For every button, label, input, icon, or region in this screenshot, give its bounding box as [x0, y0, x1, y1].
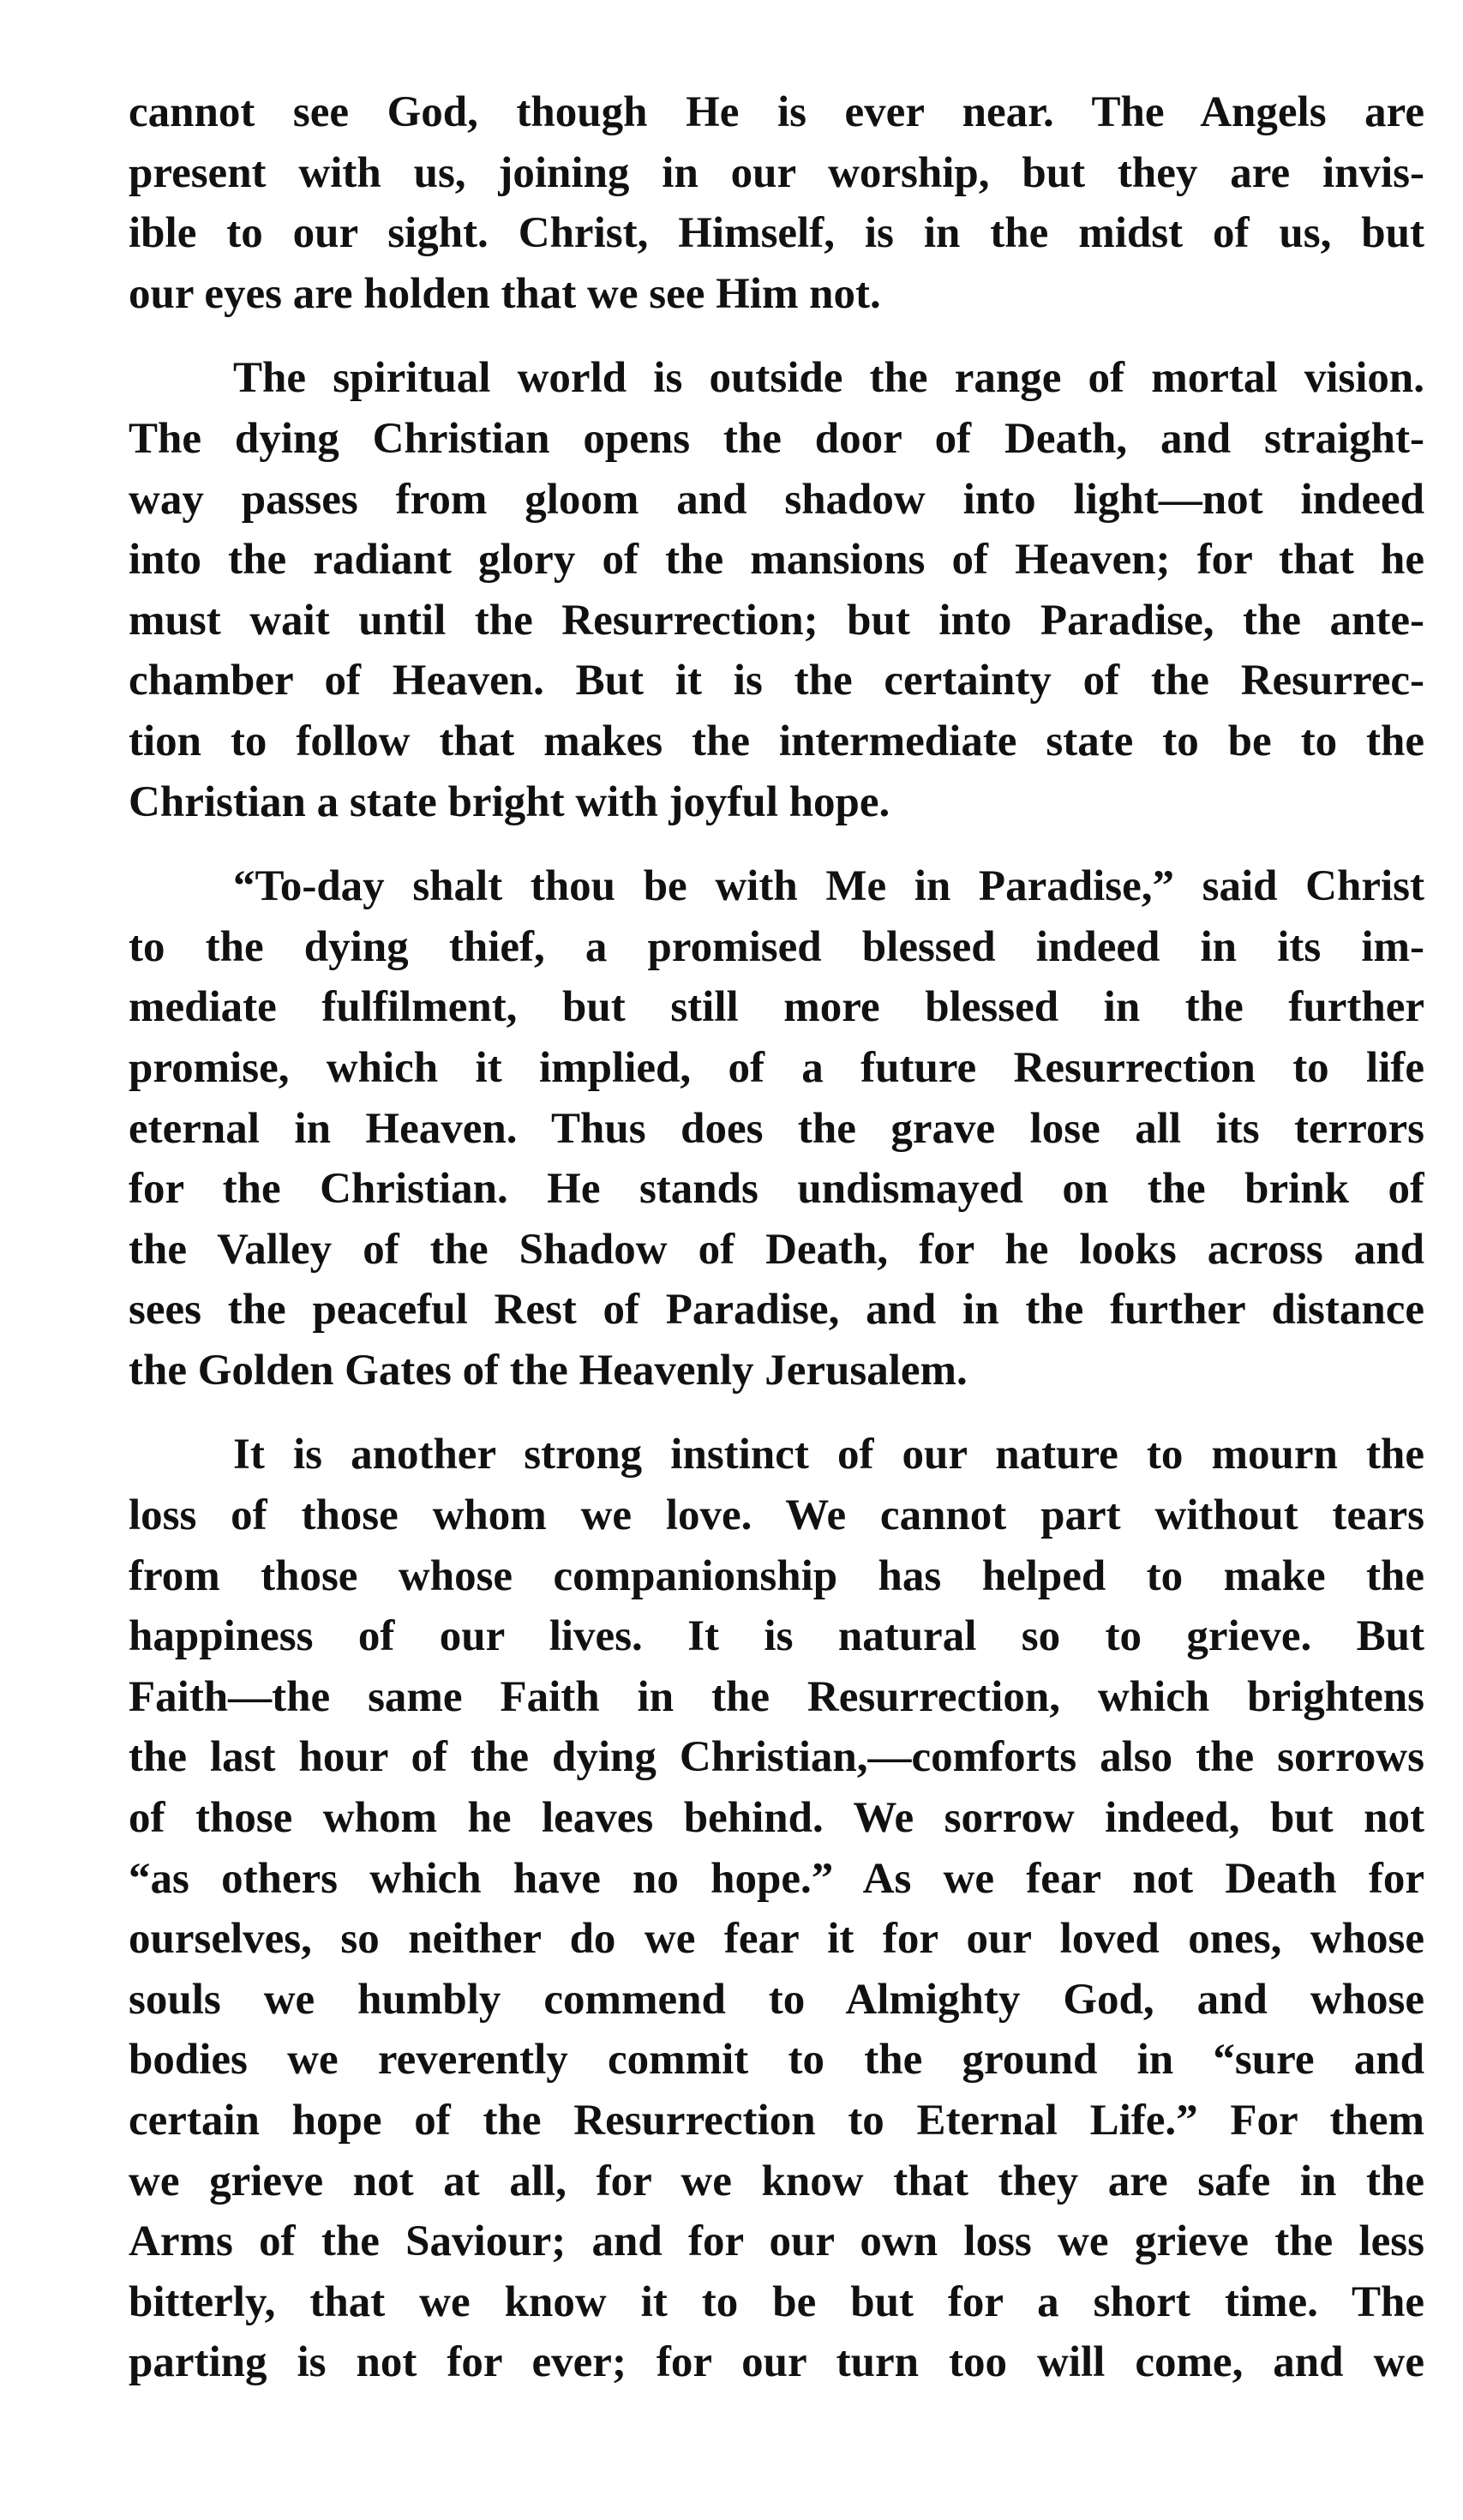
text-line: happiness of our lives. It is natural so to grieve. But: [129, 1612, 1424, 1661]
text-line: Faith—the same Faith in the Resurrection, which brightens: [129, 1672, 1424, 1721]
text-line: Christian a state bright with joyful hope.: [129, 777, 890, 826]
text-line: “To-day shalt thou be with Me in Paradise,” said Christ: [233, 862, 1424, 911]
text-line: way passes from gloom and shadow into light—not indeed: [129, 475, 1424, 524]
text-line: ourselves, so neither do we fear it for our loved ones, whose: [129, 1915, 1424, 1964]
text-line: chamber of Heaven. But it is the certainty of the Resurrec-: [129, 657, 1424, 705]
text-line: souls we humbly commend to Almighty God, and whose: [129, 1975, 1424, 2024]
text-line: certain hope of the Resurrection to Eternal Life.” For them: [129, 2097, 1424, 2145]
text-line: loss of those whom we love. We cannot part without tears: [129, 1491, 1424, 1540]
text-line: “as others which have no hope.” As we fear not Death for: [129, 1854, 1424, 1903]
text-line: to the dying thief, a promised blessed indeed in its im-: [129, 922, 1424, 971]
text-line: the Valley of the Shadow of Death, for he looks across and: [129, 1225, 1424, 1274]
text-line: Arms of the Saviour; and for our own loss we grieve the less: [129, 2217, 1424, 2266]
text-line: parting is not for ever; for our turn too will come, and we: [129, 2338, 1424, 2387]
text-line: mediate fulfilment, but still more blessed in the further: [129, 983, 1424, 1032]
text-line: into the radiant glory of the mansions of Heaven; for that he: [129, 536, 1424, 585]
document-page: [129, 82, 1424, 2417]
text-line: from those whose companionship has helped to make the: [129, 1551, 1424, 1600]
text-line: the last hour of the dying Christian,—comforts also the sorrows: [129, 1733, 1424, 1782]
text-line: we grieve not at all, for we know that they are safe in the: [129, 2157, 1424, 2205]
paragraph-1: [129, 82, 1424, 324]
text-line: of those whom he leaves behind. We sorrow indeed, but not: [129, 1794, 1424, 1843]
text-line: The dying Christian opens the door of Death, and straight-: [129, 414, 1424, 463]
text-line: bitterly, that we know it to be but for a short time. The: [129, 2277, 1424, 2326]
text-line: ible to our sight. Christ, Himself, is in the midst of us, but: [129, 209, 1424, 258]
text-line: tion to follow that makes the intermediate state to be to the: [129, 717, 1424, 765]
text-line: the Golden Gates of the Heavenly Jerusalem.: [129, 1346, 968, 1395]
text-line: eternal in Heaven. Thus does the grave lose all its terrors: [129, 1104, 1424, 1153]
text-line: for the Christian. He stands undismayed on the brink of: [129, 1165, 1424, 1214]
paragraph-2: [129, 348, 1424, 832]
text-line: The spiritual world is outside the range of mortal vision.: [233, 354, 1424, 403]
text-line: must wait until the Resurrection; but into Paradise, the ante-: [129, 596, 1424, 645]
text-line: cannot see God, though He is ever near. The Angels are: [129, 88, 1424, 136]
paragraph-4: [129, 1425, 1424, 2393]
text-line: our eyes are holden that we see Him not.: [129, 269, 881, 318]
text-line: bodies we reverently commit to the ground in “sure and: [129, 2036, 1424, 2085]
text-line: sees the peaceful Rest of Paradise, and in the further distance: [129, 1286, 1424, 1335]
text-line: It is another strong instinct of our nature to mourn the: [233, 1431, 1424, 1479]
paragraph-3: [129, 856, 1424, 1401]
text-line: promise, which it implied, of a future Resurrection to life: [129, 1043, 1424, 1092]
text-line: present with us, joining in our worship, but they are invis-: [129, 148, 1424, 197]
